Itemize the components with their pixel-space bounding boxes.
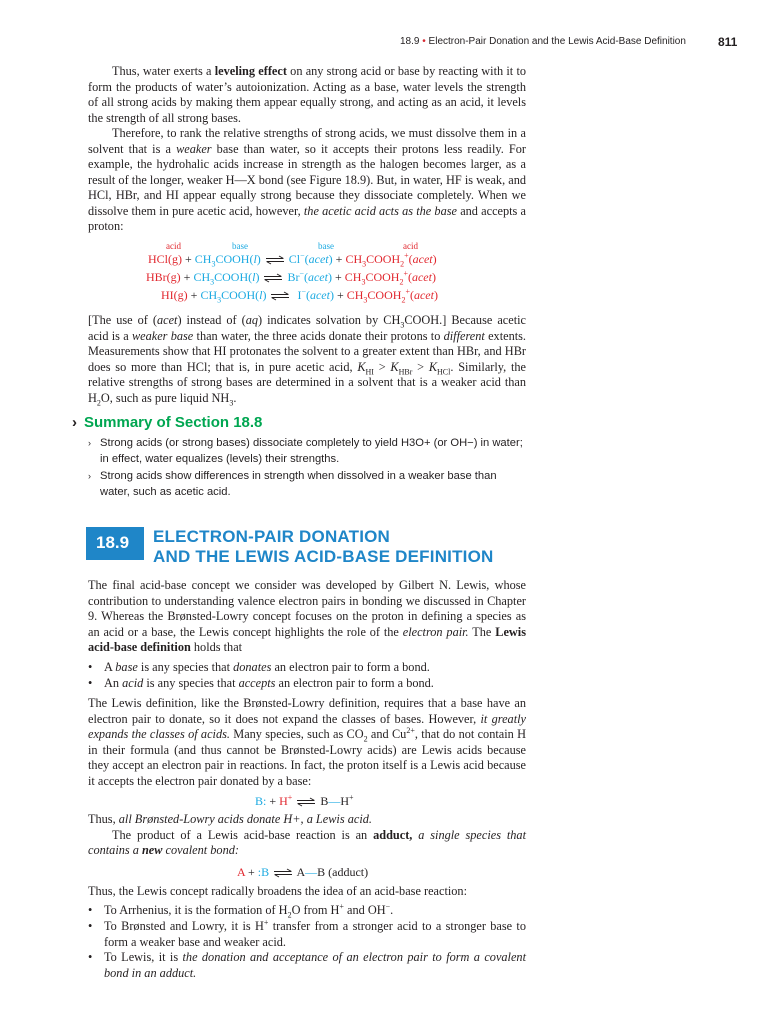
list-item-text: To Arrhenius, it is the formation of $H_2O$ from H+ and OH−. [104,901,394,920]
page-number: 811 [718,35,738,49]
reactant-acid: HCl(g) [148,252,182,266]
equation-adduct: A + :B A—B (adduct) [237,865,369,879]
paragraph-broadens [88,884,526,900]
text-italic: weaker [176,141,212,156]
text-italic: the donation and acceptance of an electron pair to form a covalent bond in an adduct. [104,950,526,980]
equilibrium-arrow-icon [269,291,291,301]
lewis-base: B: [255,794,267,808]
text-span: . [233,390,237,405]
running-header [0,36,768,52]
label-acid: acid [403,241,418,251]
bullet-chevron-icon: › [88,471,91,481]
lewis-base: :B [257,865,270,879]
summary-item-text: Strong acids show differences in strength when dissolved in a weaker base than water, such as acetic acid. [100,470,497,498]
paragraph-lewis-definition: The Lewis definition, like the Brønsted-Lowry definition, requires that a base have an electron pair to donate, so it does not expand the classes of bases. However, it greatly expands the classes of acids. Many species, such as $CO_2$ and $Cu^{2+}$, that do not contain H in their formula (and thus cannot be Brønsted-Lowry acids) are Lewis acids because they accept an electron pair in reactions. In fact, the proton itself is a Lewis acid because it accepts the electron pair donated by a base: [88,696,526,788]
product-acid: $CH_3COOH_2^+(acet)$ [344,269,436,287]
text-span: The product of a Lewis acid-base reaction is an [112,827,374,842]
text-span: than water, the three acids donate their protons to [193,328,444,343]
reaction-hbr [146,270,436,285]
term-adduct: adduct, [373,827,413,842]
bullet-icon: • [88,660,93,674]
text-span: and Cu [367,727,407,741]
bullet-icon: • [88,676,93,690]
text-bold-italic: new [141,843,163,857]
bullet-chevron-icon: › [88,438,91,448]
plus-sign: + [185,252,192,266]
text-span: holds that [190,640,243,654]
plus-sign: + [335,252,343,266]
list-item-text: To Brønsted and Lowry, it is H+ transfer from a stronger acid to a stronger base to form a weaker base and weaker acid. [104,917,526,949]
text-span: on any strong acid or base by reacting with it to form the products of water’s autoionization. Acting as a base, water levels the strength of all strong acids by making them appear equally strong, and acting as an acid, it levels the strength of all strong bases. [88,64,527,125]
text-span: ) indicates solvation by CH [258,313,401,327]
text-italic: all Brønsted-Lowry acids donate H+, a Lewis acid. [118,812,372,826]
equilibrium-arrow-icon [262,273,284,283]
label-acid: acid [166,241,181,251]
plus-sign: + [334,270,342,284]
bullet-icon: • [88,919,93,933]
text-span: To Lewis, it is [104,950,183,964]
text-span: The Lewis definition, like the Brønsted-Lowry definition, requires that a base have an electron pair to donate, so it does not expand the classes of bases. However, [88,696,526,726]
product: B—H+ [320,793,354,808]
summary-title: Summary of Section 18.8 [84,414,263,431]
reactant-base: $CH_3COOH(l)$ [193,270,260,287]
header-title: Electron-Pair Donation and the Lewis Acid-Base Definition [428,36,686,47]
text-italic: base [115,660,138,674]
summary-item [88,435,526,467]
text-italic: acet [156,313,178,327]
equilibrium-arrow-icon [264,255,286,265]
list-item [88,676,526,692]
text-span: Thus, [88,812,119,826]
label-base: base [318,241,334,251]
paragraph-acetic-solvation: [The use of (acet) instead of (aq) indicates solvation by $CH_3COOH$.] Because acetic acid is a weaker base than water, the three acids donate their protons to different extents. Measurements show that HI protonates the solvent to a greater extent than HBr, and HBr does so more than HCl; that is, in pure acetic acid, $K_{HI} > K_{HBr} > K_{HCl}$. Similarly, the relative strengths of strong bases are determined in a solvent that is a weaker acid than $H_2O$, such as pure liquid $NH_3$. [88,313,526,407]
text-italic: aq [245,313,259,327]
text-italic: different [443,328,485,343]
paragraph-bronsted-lewis [88,812,526,859]
text-span: extents. Measurements show that HI protonates the solvent to a greater extent than HBr, and HBr does so more than HCl; that is, in pure acetic acid, [88,328,526,374]
text-span: The [468,624,496,639]
summary-item [88,468,526,500]
text-span: Thus, water exerts a [112,64,215,78]
text-span: ) instead of ( [177,313,246,327]
text-italic: covalent bond: [162,843,239,857]
reaction-hcl [148,252,437,267]
reaction-hi [161,288,438,303]
text-span: Many species, such as CO [229,727,364,741]
reactant-acid: HBr(g) [146,270,181,284]
plus-sign: + [183,270,191,284]
text-span: Therefore, to rank the relative strengths of strong acids, we must dissolve them in a solvent that is a [88,126,526,156]
text-span: is any species that [137,660,234,674]
text-span: base than water, so it accepts their protons less readily. For example, the hydrohalic acids increase in strength as the halogen becomes larger, as a result of the longer, weaker H—X bond (see Figure 18.9). But, in water, HF is weak, and HCl, HBr, and HI appear equally strong because they dissociate completely. When we dissolve them in pure acetic acid, however, [88,141,527,218]
product-base: Cl−(acet) [288,251,333,266]
list-item [88,919,526,950]
text-italic: a single species that contains a [88,827,527,857]
adduct: A—B (adduct) [296,865,369,879]
text-span: and accepts a proton: [88,203,526,233]
term-leveling-effect: leveling effect [214,64,287,78]
reactant-base: $CH_3COOH(l)$ [200,288,267,305]
text-span: [The use of ( [88,313,157,327]
text-span: An [104,676,123,690]
text-span: COOH.] Because acetic acid is a [88,313,526,343]
section-title-line: ELECTRON-PAIR DONATION [153,527,391,546]
text-italic: it greatly expands the classes of acids. [88,711,526,741]
header-dot: • [422,36,426,47]
product-base: I−(acet) [294,287,334,302]
text-italic: donates [233,660,272,674]
bullet-icon: • [88,950,93,964]
list-item [88,950,526,981]
paragraph-leveling [88,64,526,235]
term-lewis-definition: Lewis acid-base definition [88,624,526,654]
acid-strength-inequality: $K_{HI} > K_{HBr} > K_{HCl}$. [357,359,454,376]
text-span: an electron pair to form a bond. [275,676,434,690]
summary-item-text: Strong acids (or strong bases) dissociate completely to yield H3O+ (or OH−) in water; in effect, water equalizes (levels) their strengths. [100,437,523,465]
text-italic: weaker base [131,328,194,343]
text-span: Similarly, the relative strengths of strong bases are determined in a solvent that is a weaker acid than H [88,359,526,405]
header-section-number: 18.9 [400,36,420,47]
equilibrium-arrow-icon [295,797,317,807]
product-base: Br−(acet) [287,269,332,284]
text-italic: the acetic acid acts as the base [303,203,457,218]
equilibrium-arrow-icon [272,868,294,878]
summary-heading [72,414,262,431]
plus-sign: + [336,288,344,302]
section-title-line: AND THE LEWIS ACID-BASE DEFINITION [153,547,494,566]
text-span: is any species that [143,676,239,690]
header-section [400,36,686,47]
list-item [88,660,526,676]
text-italic: acid [122,676,144,690]
product-acid: $CH_3COOH_2^+(acet)$ [345,251,437,269]
text-span: an electron pair to form a bond. [271,660,430,674]
text-italic: accepts [238,676,276,690]
list-item [88,903,526,919]
product-acid: $CH_3COOH_2^+(acet)$ [346,287,438,305]
proton: H+ [279,793,293,808]
section-title [153,527,494,567]
reactant-base: $CH_3COOH(l)$ [194,252,261,269]
bullet-icon: • [88,903,93,917]
text-span: Thus, the Lewis concept radically broadens the idea of an acid-base reaction: [88,884,467,898]
plus-sign: + [190,288,198,302]
text-span: The final acid-base concept we consider was developed by Gilbert N. Lewis, whose contribution to understanding valence electron pairs in bonding we discussed in Chapter 9. Whereas the Brønsted-Lowry concept focuses on the proton in defining a species as an acid or a base, the Lewis concept highlights the role of the [88,578,526,639]
lewis-acid: A [237,865,246,879]
paragraph-lewis-intro [88,578,526,656]
label-base: base [232,241,248,251]
equation-proton-lewis-acid: B: + H+ B—H+ [255,793,354,808]
reactant-acid: HI(g) [161,288,188,302]
text-italic: electron pair. [402,624,469,639]
section-number-badge: 18.9 [86,527,144,560]
chevron-right-icon: › [72,414,77,431]
text-span: O, such as pure liquid NH [100,390,230,405]
text-span: A [104,660,116,674]
text-span: , that do not contain H in their formula (and thus cannot be Brønsted-Lowry acids) are Lewis acids because they accept an electron pair in reactions. In fact, the proton itself is a Lewis acid because it accepts the electron pair donated by a base: [88,727,526,788]
